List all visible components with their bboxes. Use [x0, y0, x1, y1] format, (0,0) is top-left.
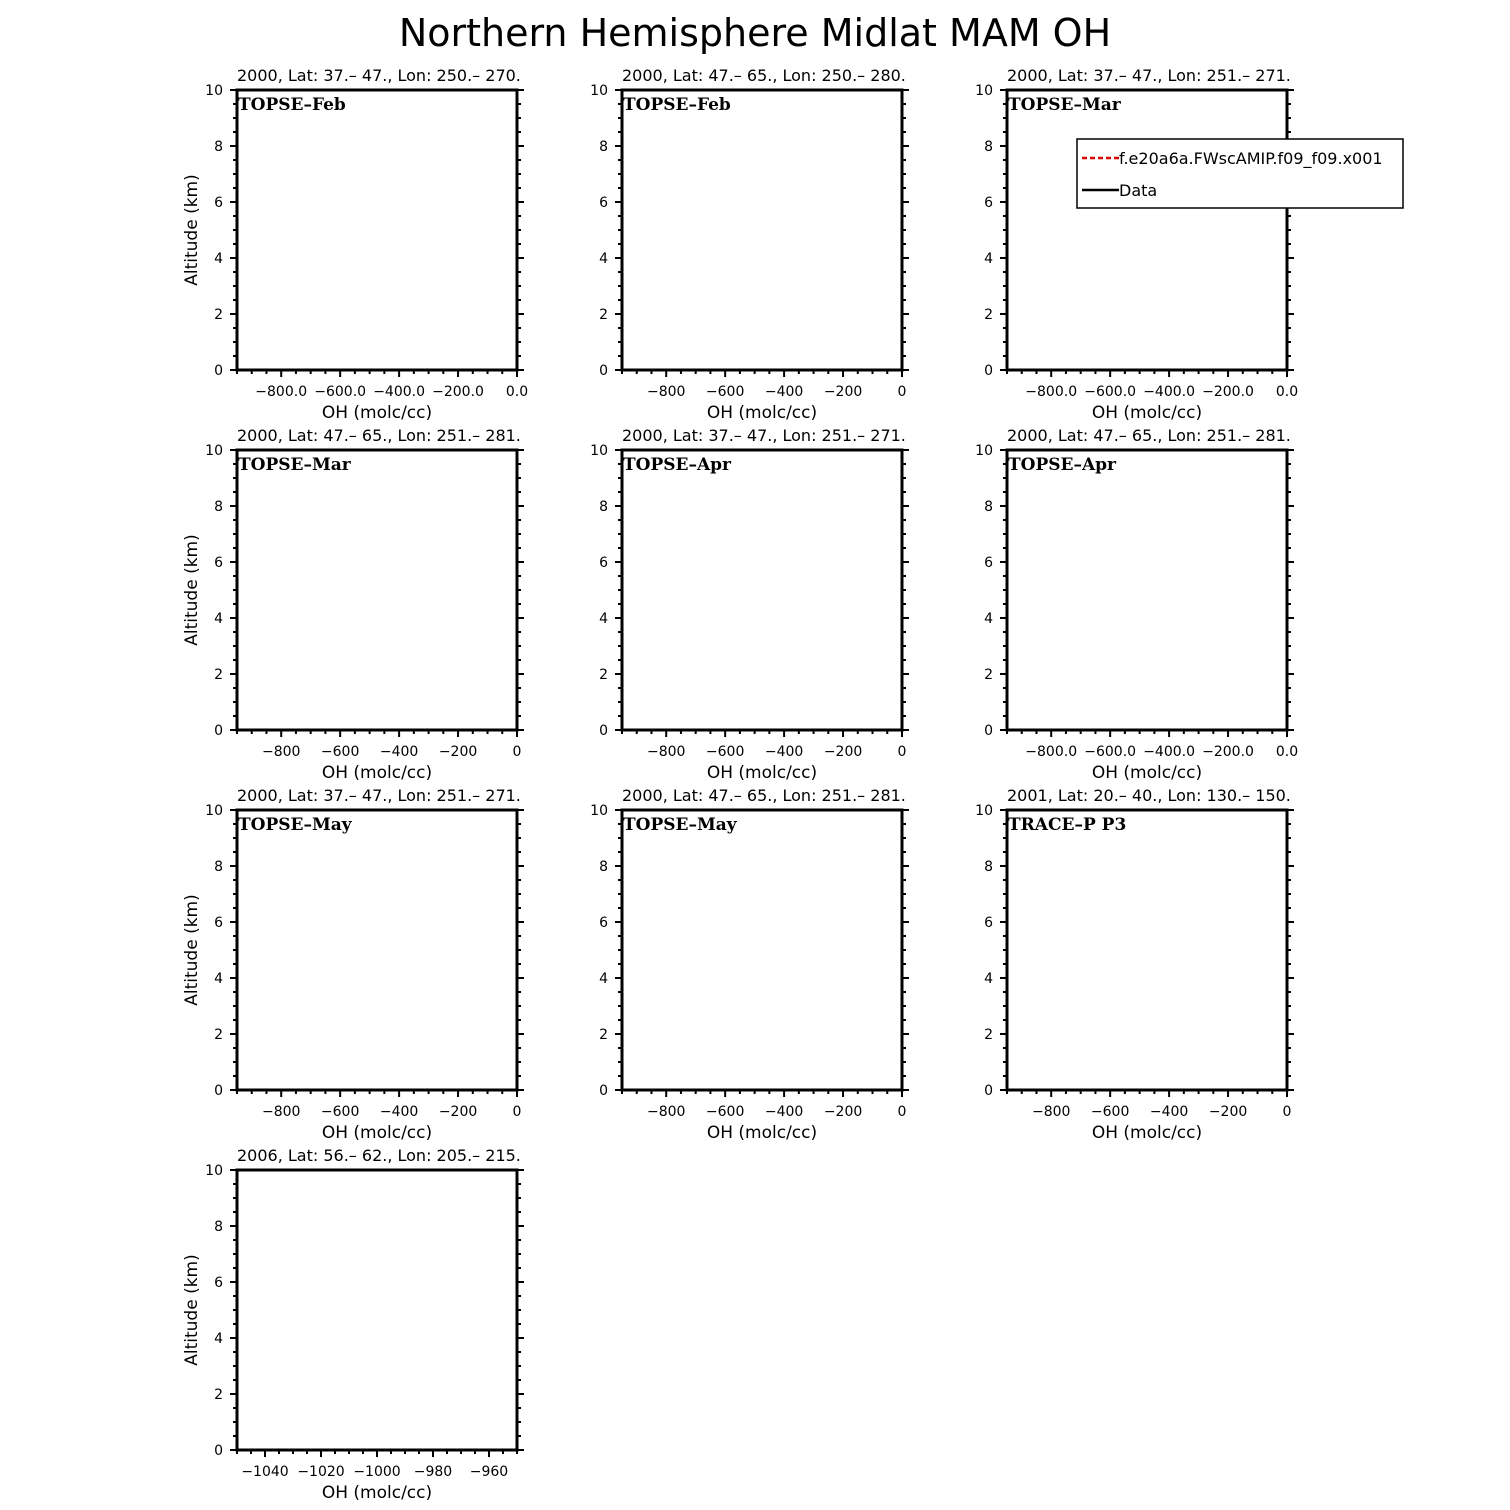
panel-7-ytick-label: 6 — [214, 915, 223, 931]
panel-2-ytick-label: 2 — [599, 307, 608, 323]
panel-7-ytick-label: 8 — [214, 859, 223, 875]
panel-2-ytick-label: 4 — [599, 251, 608, 267]
panel-2-ytick-label: 6 — [599, 195, 608, 211]
panel-6-ytick-label: 6 — [984, 555, 993, 571]
panel-5-ytick-label: 10 — [590, 443, 608, 459]
panel-10-ytick-label: 0 — [214, 1443, 223, 1459]
panel-7-ytick-label: 0 — [214, 1083, 223, 1099]
panel-2-subtitle: 2000, Lat: 47.– 65., Lon: 250.– 280. — [622, 66, 906, 85]
panel-5-ytick-label: 6 — [599, 555, 608, 571]
panel-7-ylabel: Altitude (km) — [182, 894, 202, 1006]
panel-10-ytick-label: 8 — [214, 1219, 223, 1235]
panel-4-ytick-label: 4 — [214, 611, 223, 627]
panel-2-ytick-label: 8 — [599, 139, 608, 155]
panel-9-xtick-label: −800 — [1031, 1104, 1071, 1120]
legend — [1077, 139, 1403, 208]
panel-4-xtick-label: −800 — [261, 744, 301, 760]
panel-9-campaign-label: TRACE–P P3 — [1008, 815, 1127, 835]
panel-4-campaign-label: TOPSE–Mar — [238, 455, 351, 475]
panel-4-ytick-label: 6 — [214, 555, 223, 571]
panel-8-ytick-label: 8 — [599, 859, 608, 875]
panel-4-ytick-label: 2 — [214, 667, 223, 683]
panel-6-campaign-label: TOPSE–Apr — [1008, 455, 1117, 475]
panel-2-xtick-label: −200 — [823, 384, 863, 400]
panel-5-xtick-label: −600 — [705, 744, 745, 760]
panel-1-xtick-label: −800.0 — [255, 384, 308, 400]
panel-5-campaign-label: TOPSE–Apr — [623, 455, 732, 475]
panel-2-xlabel: OH (molc/cc) — [706, 403, 818, 423]
legend-label-1: f.e20a6a.FWscAMIP.f09_f09.x001 — [1119, 149, 1383, 168]
panel-4-xtick-label: −200 — [438, 744, 478, 760]
panel-4-ytick-label: 8 — [214, 499, 223, 515]
panel-8-campaign-label: TOPSE–May — [623, 815, 737, 835]
panel-10-xtick-label: −960 — [469, 1464, 509, 1480]
panel-6-xtick-label: −600.0 — [1084, 744, 1137, 760]
panel-10-ylabel: Altitude (km) — [182, 1254, 202, 1366]
panel-1-xtick-label: 0.0 — [505, 384, 529, 400]
panel-5-xlabel: OH (molc/cc) — [706, 763, 818, 783]
panel-7-ytick-label: 4 — [214, 971, 223, 987]
panel-1-campaign-label: TOPSE–Feb — [238, 95, 346, 115]
panel-10-xlabel: OH (molc/cc) — [321, 1483, 433, 1503]
panel-10-ytick-label: 10 — [205, 1163, 223, 1179]
panel-6-xlabel: OH (molc/cc) — [1091, 763, 1203, 783]
panel-1-xtick-label: −600.0 — [314, 384, 367, 400]
panel-7-xtick-label: −600 — [320, 1104, 360, 1120]
panel-9-xlabel: OH (molc/cc) — [1091, 1123, 1203, 1143]
panel-5-ytick-label: 2 — [599, 667, 608, 683]
panel-8-ytick-label: 0 — [599, 1083, 608, 1099]
panel-6-ytick-label: 2 — [984, 667, 993, 683]
panel-5-xtick-label: −400 — [764, 744, 804, 760]
panel-6-xtick-label: −800.0 — [1025, 744, 1078, 760]
panel-1-ytick-label: 6 — [214, 195, 223, 211]
panel-8-xtick-label: −600 — [705, 1104, 745, 1120]
panel-2-xtick-label: −600 — [705, 384, 745, 400]
panel-9-ytick-label: 4 — [984, 971, 993, 987]
panel-10-xtick-label: −1000 — [353, 1464, 401, 1480]
panel-1-ytick-label: 2 — [214, 307, 223, 323]
panel-10-xtick-label: −1020 — [297, 1464, 345, 1480]
panel-7-xtick-label: −400 — [379, 1104, 419, 1120]
panel-10-xtick-label: −980 — [413, 1464, 453, 1480]
panel-3-xtick-label: −200.0 — [1202, 384, 1254, 400]
panel-8-xtick-label: 0 — [897, 1104, 907, 1120]
panel-1-xlabel: OH (molc/cc) — [321, 403, 433, 423]
panel-4-xtick-label: 0 — [512, 744, 522, 760]
panel-8-xlabel: OH (molc/cc) — [706, 1123, 818, 1143]
panel-3-xtick-label: −600.0 — [1084, 384, 1137, 400]
panel-7-ytick-label: 2 — [214, 1027, 223, 1043]
panel-6-xtick-label: −400.0 — [1143, 744, 1196, 760]
panel-8-xtick-label: −800 — [646, 1104, 686, 1120]
panel-10-subtitle: 2006, Lat: 56.– 62., Lon: 205.– 215. — [237, 1146, 521, 1165]
panel-2-xtick-label: −400 — [764, 384, 804, 400]
panel-6-ytick-label: 10 — [975, 443, 993, 459]
panel-6-xtick-label: 0.0 — [1275, 744, 1299, 760]
panel-6-subtitle: 2000, Lat: 47.– 65., Lon: 251.– 281. — [1007, 426, 1291, 445]
panel-3-ytick-label: 4 — [984, 251, 993, 267]
panel-8-ytick-label: 4 — [599, 971, 608, 987]
panel-6-ytick-label: 4 — [984, 611, 993, 627]
panel-3-ytick-label: 8 — [984, 139, 993, 155]
panel-2-ytick-label: 10 — [590, 83, 608, 99]
figure-title: Northern Hemisphere Midlat MAM OH — [398, 11, 1112, 55]
panel-9-ytick-label: 6 — [984, 915, 993, 931]
panel-8-xtick-label: −400 — [764, 1104, 804, 1120]
panel-9-xtick-label: −200 — [1208, 1104, 1248, 1120]
panel-6-xtick-label: −200.0 — [1202, 744, 1254, 760]
panel-1-ytick-label: 4 — [214, 251, 223, 267]
panel-5-xtick-label: −200 — [823, 744, 863, 760]
panel-4-xtick-label: −400 — [379, 744, 419, 760]
panel-10-ytick-label: 2 — [214, 1387, 223, 1403]
panel-5-subtitle: 2000, Lat: 37.– 47., Lon: 251.– 271. — [622, 426, 906, 445]
panel-8-ytick-label: 2 — [599, 1027, 608, 1043]
panel-4-xtick-label: −600 — [320, 744, 360, 760]
panel-1-ytick-label: 8 — [214, 139, 223, 155]
legend-label-2: Data — [1119, 181, 1158, 200]
panel-2-xtick-label: −800 — [646, 384, 686, 400]
panel-3-xtick-label: 0.0 — [1275, 384, 1299, 400]
panel-6-ytick-label: 0 — [984, 723, 993, 739]
panel-9-ytick-label: 2 — [984, 1027, 993, 1043]
panel-3-xtick-label: −800.0 — [1025, 384, 1078, 400]
panel-5-ytick-label: 8 — [599, 499, 608, 515]
panel-9-ytick-label: 0 — [984, 1083, 993, 1099]
panel-5-xtick-label: 0 — [897, 744, 907, 760]
panel-3-xlabel: OH (molc/cc) — [1091, 403, 1203, 423]
panel-9-subtitle: 2001, Lat: 20.– 40., Lon: 130.– 150. — [1007, 786, 1291, 805]
panel-8-subtitle: 2000, Lat: 47.– 65., Lon: 251.– 281. — [622, 786, 906, 805]
panel-5-ytick-label: 0 — [599, 723, 608, 739]
panel-8-ytick-label: 6 — [599, 915, 608, 931]
panel-1-ytick-label: 10 — [205, 83, 223, 99]
panel-7-xtick-label: 0 — [512, 1104, 522, 1120]
panel-7-ytick-label: 10 — [205, 803, 223, 819]
panel-7-xtick-label: −200 — [438, 1104, 478, 1120]
panel-10-ytick-label: 4 — [214, 1331, 223, 1347]
panel-7-xlabel: OH (molc/cc) — [321, 1123, 433, 1143]
panel-3-subtitle: 2000, Lat: 37.– 47., Lon: 251.– 271. — [1007, 66, 1291, 85]
panel-3-xtick-label: −400.0 — [1143, 384, 1196, 400]
panel-4-ylabel: Altitude (km) — [182, 534, 202, 646]
panel-3-campaign-label: TOPSE–Mar — [1008, 95, 1121, 115]
panel-10-xtick-label: −1040 — [241, 1464, 289, 1480]
panel-5-ytick-label: 4 — [599, 611, 608, 627]
panel-1-xtick-label: −400.0 — [373, 384, 426, 400]
panel-8-ytick-label: 10 — [590, 803, 608, 819]
panel-8-xtick-label: −200 — [823, 1104, 863, 1120]
panel-10-ytick-label: 6 — [214, 1275, 223, 1291]
panel-2-campaign-label: TOPSE–Feb — [623, 95, 731, 115]
panel-2-xtick-label: 0 — [897, 384, 907, 400]
panel-1-subtitle: 2000, Lat: 37.– 47., Lon: 250.– 270. — [237, 66, 521, 85]
panel-9-xtick-label: −400 — [1149, 1104, 1189, 1120]
panel-4-ytick-label: 0 — [214, 723, 223, 739]
panel-7-subtitle: 2000, Lat: 37.– 47., Lon: 251.– 271. — [237, 786, 521, 805]
panel-3-ytick-label: 2 — [984, 307, 993, 323]
panel-4-subtitle: 2000, Lat: 47.– 65., Lon: 251.– 281. — [237, 426, 521, 445]
panel-6-ytick-label: 8 — [984, 499, 993, 515]
panel-7-xtick-label: −800 — [261, 1104, 301, 1120]
panel-1-xtick-label: −200.0 — [432, 384, 484, 400]
panel-9-ytick-label: 8 — [984, 859, 993, 875]
panel-9-xtick-label: −600 — [1090, 1104, 1130, 1120]
panel-3-ytick-label: 0 — [984, 363, 993, 379]
panel-4-ytick-label: 10 — [205, 443, 223, 459]
panel-7-campaign-label: TOPSE–May — [238, 815, 352, 835]
panel-1-ylabel: Altitude (km) — [182, 174, 202, 286]
panel-2-ytick-label: 0 — [599, 363, 608, 379]
panel-4-xlabel: OH (molc/cc) — [321, 763, 433, 783]
panel-5-xtick-label: −800 — [646, 744, 686, 760]
panel-9-xtick-label: 0 — [1282, 1104, 1292, 1120]
panel-1-ytick-label: 0 — [214, 363, 223, 379]
panel-3-ytick-label: 10 — [975, 83, 993, 99]
panel-3-ytick-label: 6 — [984, 195, 993, 211]
panel-9-ytick-label: 10 — [975, 803, 993, 819]
